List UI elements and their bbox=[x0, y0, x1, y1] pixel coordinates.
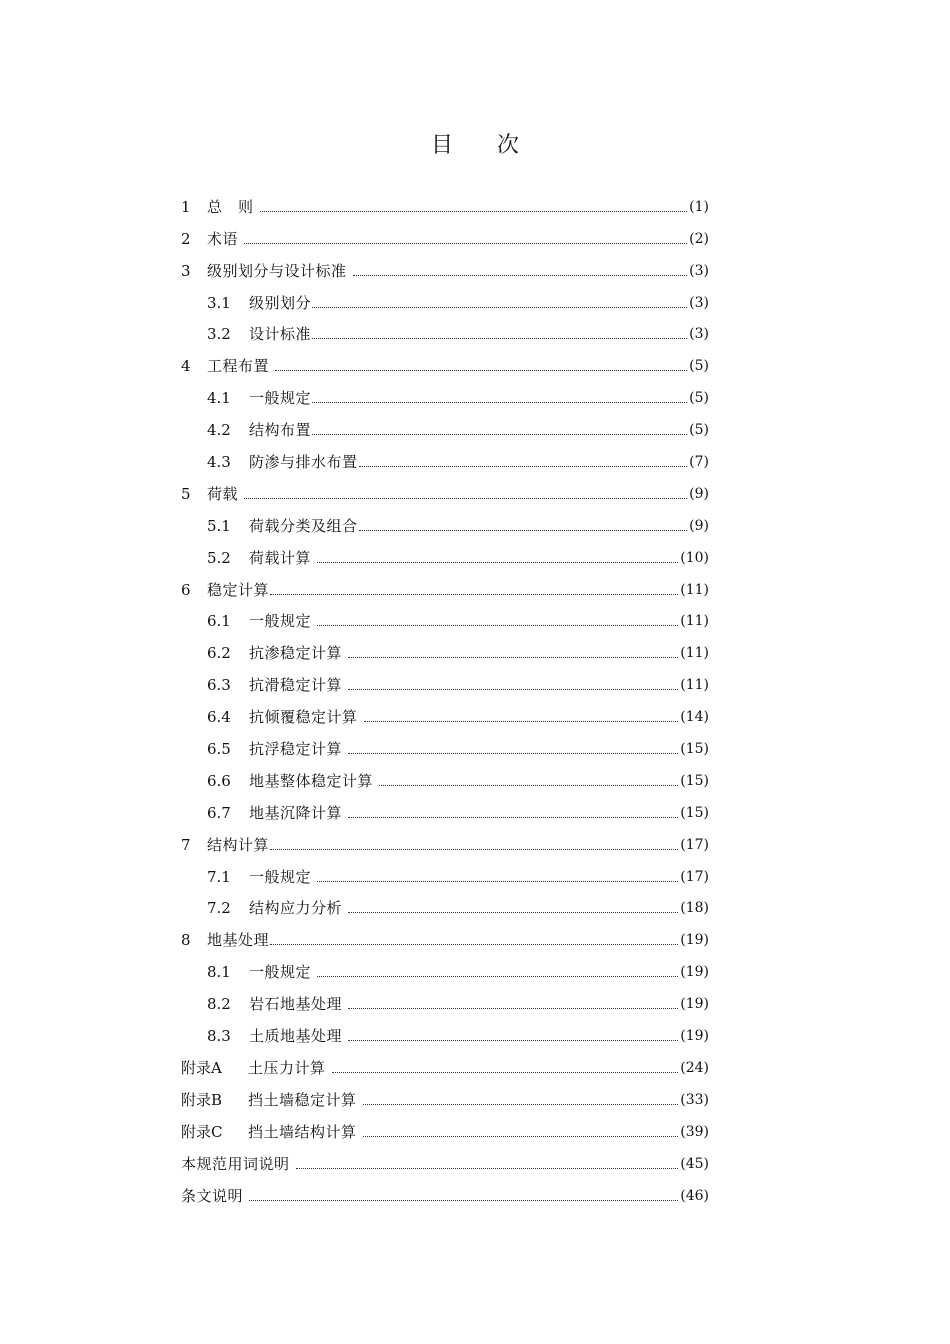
toc-entry-label: 地基整体稳定计算 bbox=[249, 771, 374, 790]
toc-entry-number: 8.2 bbox=[207, 995, 231, 1014]
toc-entry-label: 抗浮稳定计算 bbox=[249, 740, 343, 759]
toc-entry-label: 结构布置 bbox=[249, 421, 312, 440]
toc-leader-dots bbox=[348, 656, 678, 658]
toc-leader-dots bbox=[244, 497, 687, 499]
toc-leader-dots bbox=[359, 465, 688, 467]
toc-entry-label: 挡土墙稳定计算 bbox=[248, 1090, 357, 1109]
toc-entry-page: (11) bbox=[680, 613, 709, 630]
toc-leader-dots bbox=[275, 369, 687, 371]
toc-entry-label: 工程布置 bbox=[207, 357, 270, 376]
toc-entry-clause-explanation[interactable] bbox=[181, 1174, 709, 1206]
toc-entry-page: (24) bbox=[680, 1059, 709, 1076]
toc-leader-dots bbox=[348, 816, 678, 818]
toc-entry-number: 3.2 bbox=[207, 325, 231, 344]
toc-entry-label: 结构应力分析 bbox=[249, 899, 343, 918]
toc-entry-label: 抗倾覆稳定计算 bbox=[249, 708, 358, 727]
toc-entry-5-1[interactable] bbox=[181, 504, 709, 536]
toc-entry-label: 抗渗稳定计算 bbox=[249, 644, 343, 663]
toc-entry-page: (10) bbox=[680, 549, 709, 566]
toc-entry-label: 总 则 bbox=[207, 197, 254, 216]
toc-entry-label: 一般规定 bbox=[249, 963, 312, 982]
toc-entry-5-2[interactable] bbox=[181, 536, 709, 568]
toc-entry-6[interactable] bbox=[181, 568, 709, 600]
toc-entry-number: 附录B bbox=[181, 1090, 223, 1109]
toc-entry-number: 3.1 bbox=[207, 293, 231, 312]
toc-entry-number: 1 bbox=[181, 197, 191, 216]
toc-entry-1[interactable] bbox=[181, 185, 709, 217]
toc-entry-page: (17) bbox=[680, 836, 709, 853]
toc-entry-page: (7) bbox=[689, 454, 709, 471]
toc-leader-dots bbox=[348, 688, 678, 690]
toc-entry-number: 8.1 bbox=[207, 963, 231, 982]
toc-entry-label: 术语 bbox=[207, 229, 239, 248]
toc-entry-label: 设计标准 bbox=[249, 325, 312, 344]
toc-entry-number: 5.1 bbox=[207, 516, 231, 535]
toc-entry-4-3[interactable] bbox=[181, 440, 709, 472]
toc-entry-page: (15) bbox=[680, 741, 709, 758]
toc-entry-page: (33) bbox=[680, 1091, 709, 1108]
toc-entry-3-2[interactable] bbox=[181, 313, 709, 345]
toc-leader-dots bbox=[312, 337, 687, 339]
toc-entry-number: 2 bbox=[181, 229, 191, 248]
toc-entry-number: 6.5 bbox=[207, 740, 231, 759]
toc-entry-6-2[interactable] bbox=[181, 631, 709, 663]
toc-entry-number: 8 bbox=[181, 931, 191, 950]
toc-entry-4-1[interactable] bbox=[181, 376, 709, 408]
toc-entry-8-3[interactable] bbox=[181, 1014, 709, 1046]
toc-entry-page: (19) bbox=[680, 996, 709, 1013]
toc-leader-dots bbox=[317, 975, 678, 977]
toc-entry-appendix-b[interactable] bbox=[181, 1078, 709, 1110]
toc-entry-page: (5) bbox=[689, 422, 709, 439]
toc-entry-4[interactable] bbox=[181, 344, 709, 376]
toc-leader-dots bbox=[270, 848, 678, 850]
toc-entry-wording-explanation[interactable] bbox=[181, 1142, 709, 1174]
toc-entry-label: 一般规定 bbox=[249, 612, 312, 631]
toc-entry-page: (9) bbox=[689, 485, 709, 502]
toc-entry-3-1[interactable] bbox=[181, 281, 709, 313]
toc-leader-dots bbox=[270, 943, 678, 945]
toc-entry-label: 荷载分类及组合 bbox=[249, 516, 358, 535]
toc-entry-label: 挡土墙结构计算 bbox=[248, 1122, 357, 1141]
toc-entry-number: 6.6 bbox=[207, 771, 231, 790]
toc-leader-dots bbox=[317, 624, 678, 626]
toc-entry-label: 土质地基处理 bbox=[249, 1027, 343, 1046]
toc-entry-page: (15) bbox=[680, 772, 709, 789]
toc-entry-page: (45) bbox=[680, 1155, 709, 1172]
toc-leader-dots bbox=[317, 880, 678, 882]
toc-entry-page: (19) bbox=[680, 1028, 709, 1045]
toc-leader-dots bbox=[348, 1007, 678, 1009]
toc-entry-label: 条文说明 bbox=[181, 1186, 244, 1205]
toc-entry-6-3[interactable] bbox=[181, 663, 709, 695]
toc-entry-page: (3) bbox=[689, 262, 709, 279]
toc-entry-number: 4.1 bbox=[207, 389, 231, 408]
toc-leader-dots bbox=[363, 1103, 679, 1105]
toc-entry-7-2[interactable] bbox=[181, 887, 709, 919]
toc-entry-page: (19) bbox=[680, 964, 709, 981]
toc-leader-dots bbox=[379, 784, 678, 786]
toc-entry-number: 7 bbox=[181, 835, 191, 854]
toc-entry-page: (2) bbox=[689, 230, 709, 247]
toc-entry-page: (3) bbox=[689, 326, 709, 343]
toc-entry-number: 5.2 bbox=[207, 548, 231, 567]
toc-leader-dots bbox=[312, 306, 687, 308]
toc-entry-5[interactable] bbox=[181, 472, 709, 504]
toc-leader-dots bbox=[312, 433, 687, 435]
toc-entry-number: 6.4 bbox=[207, 708, 231, 727]
toc-entry-page: (1) bbox=[689, 198, 709, 215]
toc-entry-label: 级别划分与设计标准 bbox=[207, 261, 347, 280]
toc-entry-number: 4.2 bbox=[207, 421, 231, 440]
toc-leader-dots bbox=[312, 401, 687, 403]
toc-entry-page: (39) bbox=[680, 1123, 709, 1140]
toc-leader-dots bbox=[249, 1199, 678, 1201]
toc-entry-label: 地基处理 bbox=[207, 931, 270, 950]
toc-leader-dots bbox=[260, 210, 688, 212]
toc-entry-label: 防渗与排水布置 bbox=[249, 453, 358, 472]
toc-entry-page: (46) bbox=[680, 1187, 709, 1204]
toc-leader-dots bbox=[359, 529, 688, 531]
toc-entry-number: 附录C bbox=[181, 1122, 223, 1141]
toc-entry-number: 附录A bbox=[181, 1058, 222, 1077]
toc-entry-number: 8.3 bbox=[207, 1027, 231, 1046]
toc-leader-dots bbox=[348, 1039, 678, 1041]
toc-leader-dots bbox=[296, 1167, 679, 1169]
toc-entry-page: (15) bbox=[680, 804, 709, 821]
toc-entry-6-7[interactable] bbox=[181, 791, 709, 823]
toc-entry-number: 4.3 bbox=[207, 453, 231, 472]
toc-leader-dots bbox=[332, 1071, 679, 1073]
toc-entry-7-1[interactable] bbox=[181, 855, 709, 887]
toc-leader-dots bbox=[244, 242, 687, 244]
toc-entry-label: 荷载计算 bbox=[249, 548, 312, 567]
toc-entry-page: (9) bbox=[689, 517, 709, 534]
toc-entry-page: (18) bbox=[680, 900, 709, 917]
toc-entry-number: 6.3 bbox=[207, 676, 231, 695]
toc-entry-page: (14) bbox=[680, 709, 709, 726]
toc-entry-page: (11) bbox=[680, 645, 709, 662]
toc-entry-number: 4 bbox=[181, 357, 191, 376]
toc-entry-page: (5) bbox=[689, 390, 709, 407]
toc-entry-8[interactable] bbox=[181, 918, 709, 950]
toc-title bbox=[0, 128, 950, 159]
toc-entry-appendix-c[interactable] bbox=[181, 1110, 709, 1142]
toc-title-char-2: 次 bbox=[497, 133, 520, 158]
toc-entry-page: (5) bbox=[689, 358, 709, 375]
toc-entry-number: 7.1 bbox=[207, 867, 231, 886]
toc-entry-8-2[interactable] bbox=[181, 982, 709, 1014]
toc-entry-4-2[interactable] bbox=[181, 408, 709, 440]
toc-entry-number: 5 bbox=[181, 484, 191, 503]
toc-entry-7[interactable] bbox=[181, 823, 709, 855]
toc-entry-number: 6 bbox=[181, 580, 191, 599]
toc-entry-page: (11) bbox=[680, 581, 709, 598]
toc-entry-label: 岩石地基处理 bbox=[249, 995, 343, 1014]
toc-entry-label: 稳定计算 bbox=[207, 580, 270, 599]
toc-entry-label: 抗滑稳定计算 bbox=[249, 676, 343, 695]
toc-entry-page: (11) bbox=[680, 677, 709, 694]
toc-entry-page: (19) bbox=[680, 932, 709, 949]
toc-entry-appendix-a[interactable] bbox=[181, 1046, 709, 1078]
toc-entry-6-4[interactable] bbox=[181, 695, 709, 727]
toc-entry-number: 6.2 bbox=[207, 644, 231, 663]
toc-title-char-1: 目 bbox=[430, 133, 453, 158]
toc-leader-dots bbox=[363, 1135, 679, 1137]
toc-entry-label: 地基沉降计算 bbox=[249, 803, 343, 822]
toc-entry-page: (3) bbox=[689, 294, 709, 311]
toc-entry-label: 一般规定 bbox=[249, 867, 312, 886]
toc-entry-8-1[interactable] bbox=[181, 950, 709, 982]
toc-entry-number: 6.7 bbox=[207, 803, 231, 822]
toc-entry-6-6[interactable] bbox=[181, 759, 709, 791]
toc-entry-3[interactable] bbox=[181, 249, 709, 281]
toc-entry-page: (17) bbox=[680, 868, 709, 885]
toc-entry-label: 荷载 bbox=[207, 484, 239, 503]
toc-leader-dots bbox=[270, 593, 678, 595]
toc-entry-number: 7.2 bbox=[207, 899, 231, 918]
toc-entry-label: 结构计算 bbox=[207, 835, 270, 854]
toc-leader-dots bbox=[348, 752, 678, 754]
toc-leader-dots bbox=[317, 561, 678, 563]
toc-leader-dots bbox=[364, 720, 679, 722]
toc-entry-number: 3 bbox=[181, 261, 191, 280]
toc-entry-2[interactable] bbox=[181, 217, 709, 249]
toc-leader-dots bbox=[348, 911, 678, 913]
toc-leader-dots bbox=[353, 274, 688, 276]
toc-list bbox=[181, 185, 709, 1206]
toc-entry-label: 级别划分 bbox=[249, 293, 312, 312]
toc-entry-label: 土压力计算 bbox=[248, 1058, 326, 1077]
toc-entry-label: 一般规定 bbox=[249, 389, 312, 408]
toc-entry-6-5[interactable] bbox=[181, 727, 709, 759]
toc-entry-6-1[interactable] bbox=[181, 600, 709, 632]
toc-entry-label: 本规范用词说明 bbox=[181, 1154, 290, 1173]
toc-entry-number: 6.1 bbox=[207, 612, 231, 631]
